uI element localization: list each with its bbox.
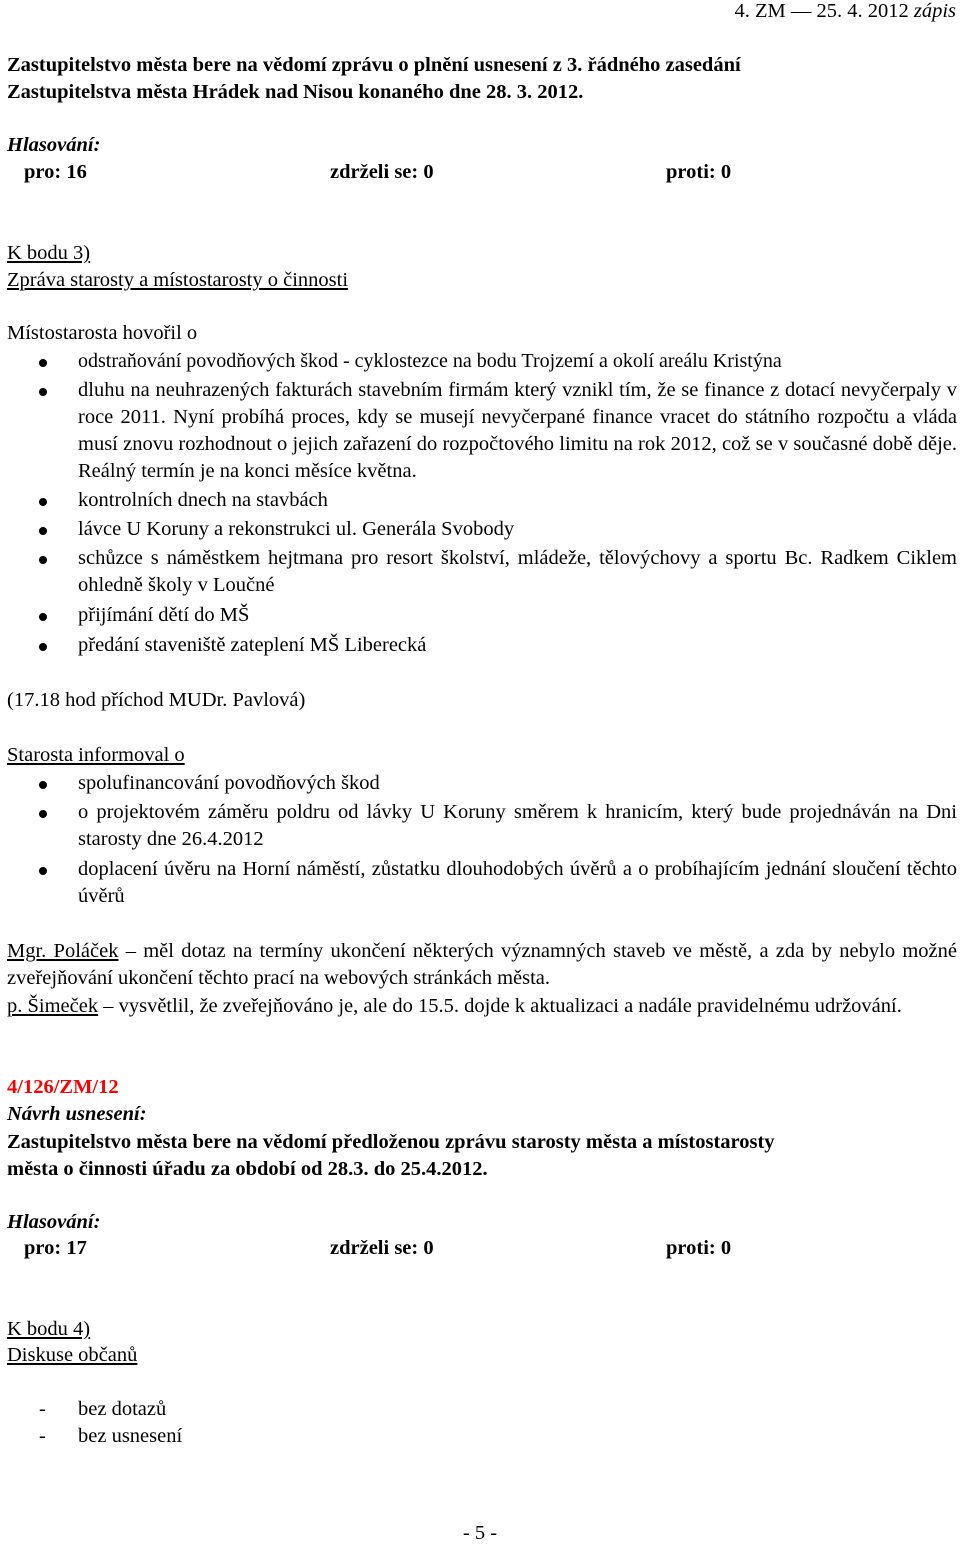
list-item: spolufinancování povodňových škod: [0, 770, 960, 797]
vote-pro-1: pro: 16: [24, 161, 87, 183]
resolution-number: 4/126/ZM/12: [7, 1076, 119, 1098]
vote-zdrzeli-1: zdrželi se: 0: [330, 161, 434, 183]
list-item: lávce U Koruny a rekonstrukci ul. Generála Svobody: [0, 516, 960, 543]
mistostarosta-list: [0, 348, 960, 659]
polacek-name: Mgr. Poláček: [7, 940, 119, 962]
starosta-intro: Starosta informoval o: [7, 744, 185, 766]
resolution-line-2: města o činnosti úřadu za období od 28.3. do 25.4.2012.: [7, 1158, 488, 1180]
page-header: 4. ZM — 25. 4. 2012 zápis: [734, 0, 956, 22]
prev-resolution-line-1: Zastupitelstvo města bere na vědomí zprávu o plnění usnesení z 3. řádného zasedání: [7, 54, 741, 76]
vote-label-2: Hlasování:: [7, 1211, 101, 1233]
list-item: odstraňování povodňových škod - cyklostezce na bodu Trojzemí a okolí areálu Kristýna: [0, 348, 960, 375]
list-item: přijímání dětí do MŠ: [0, 602, 960, 629]
prev-resolution-line-2: Zastupitelstva města Hrádek nad Nisou konaného dne 28. 3. 2012.: [7, 81, 584, 103]
resolution-line-1: Zastupitelstvo města bere na vědomí předloženou zprávu starosty města a místostarosty: [7, 1131, 775, 1153]
page-number: - 5 -: [462, 1522, 498, 1544]
list-item: kontrolních dnech na stavbách: [0, 487, 960, 514]
list-item: schůzce s náměstkem hejtmana pro resort školství, mládeže, tělovýchovy a sportu Bc. Radkem Ciklem ohledně školy v Loučné: [0, 545, 960, 599]
simecek-paragraph: p. Šimeček – vysvětlil, že zveřejňováno je, ale do 15.5. dojde k aktualizaci a nadále pravidelnému udržování.: [7, 995, 902, 1017]
simecek-name: p. Šimeček: [7, 995, 99, 1017]
starosta-list: [0, 770, 960, 910]
bod4-subtitle: Diskuse občanů: [7, 1344, 138, 1366]
mistostarosta-intro: Místostarosta hovořil o: [7, 322, 198, 344]
document-page: 4. ZM — 25. 4. 2012 zápis Zastupitelstvo města bere na vědomí zprávu o plnění usnesení z 3. řádného zasedání Zastupitelstva města Hrádek nad Nisou konaného dne 28. 3. 2012. Hlasování: pro: 16 zdrželi se: 0 proti: 0 K bodu 3) Zpráva starosty a místostarosty o činnosti Místostarosta hovořil o odstraňování povodňových škod - cyklostezce na bodu Trojzemí a okolí areálu Kristýna dluhu na neuhrazených fakturách stavebním firmám který vznikl tím, že se finance z dotací nevyčerpaly v roce 2011. Nyní probíhá proces, kdy se musejí nevyčerpané finance vracet do státního rozpočtu a vláda musí znovu rozhodnout o jejich zařazení do rozpočtového limitu na rok 2012, což se v současné době děje. Reálný termín je na konci měsíce května. kontrolních dnech na stavbách lávce U Koruny a rekonstrukci ul. Generála Svobody schůzce s náměstkem hejtmana pro resort školství, mládeže, tělovýchovy a sportu Bc. Radkem Ciklem ohledně školy v Loučné přijímání dětí do MŠ předání staveniště zateplení MŠ Liberecká (17.18 hod příchod MUDr. Pavlová) Starosta informoval o spolufinancování povodňových škod o projektovém záměru poldru od lávky U Koruny směrem k hranicím, který bude projednáván na Dni starosty dne 26.4.2012 doplacení úvěru na Horní náměstí, zůstatku dlouhodobých úvěrů a o probíhajícím jednání sloučení těchto úvěrů Mgr. Poláček – měl dotaz na termíny ukončení některých významných staveb ve městě, a zda by nebylo možné zveřejňování ukončení těchto prací na webových stránkách města. p. Šimeček – vysvětlil, že zveřejňováno je, ale do 15.5. dojde k aktualizaci a nadále pravidelnému udržování. 4/126/ZM/12 Návrh usnesení: Zastupitelstvo města bere na vědomí předloženou zprávu starosty města a místostarosty města o činnosti úřadu za období od 28.3. do 25.4.2012. Hlasování: pro: 17 zdrželi se: 0 proti: 0 K bodu 4) Diskuse občanů - bez dotazů - bez usnesení - 5 -: [0, 0, 960, 1544]
vote-pro-2: pro: 17: [24, 1237, 87, 1259]
bod3-title: K bodu 3): [7, 242, 91, 264]
arrival-note: (17.18 hod příchod MUDr. Pavlová): [7, 689, 306, 711]
header-suffix: zápis: [913, 0, 956, 22]
navrh-label: Návrh usnesení:: [7, 1103, 147, 1125]
vote-proti-2: proti: 0: [666, 1237, 732, 1259]
list-item: o projektovém záměru poldru od lávky U Koruny směrem k hranicím, který bude projednáván na Dni starosty dne 26.4.2012: [0, 799, 960, 853]
bod4-title: K bodu 4): [7, 1318, 91, 1340]
bod3-subtitle: Zpráva starosty a místostarosty o činnosti: [7, 269, 349, 291]
polacek-paragraph: Mgr. Poláček – měl dotaz na termíny ukončení některých významných staveb ve městě, a zda by nebylo možné zveřejňování ukončení těchto prací na webových stránkách města.: [7, 940, 957, 989]
list-item: dluhu na neuhrazených fakturách stavebním firmám který vznikl tím, že se finance z dotací nevyčerpaly v roce 2011. Nyní probíhá proces, kdy se musejí nevyčerpané finance vracet do státního rozpočtu a vláda musí znovu rozhodnout o jejich zařazení do rozpočtového limitu na rok 2012, což se v současné době děje. Reálný termín je na konci měsíce května.: [0, 377, 960, 485]
vote-label-1: Hlasování:: [7, 134, 101, 156]
vote-proti-1: proti: 0: [666, 161, 732, 183]
list-item: předání staveniště zateplení MŠ Liberecká: [0, 632, 960, 659]
list-item: doplacení úvěru na Horní náměstí, zůstatku dlouhodobých úvěrů a o probíhajícím jednání sloučení těchto úvěrů: [0, 856, 960, 910]
vote-zdrzeli-2: zdrželi se: 0: [330, 1237, 434, 1259]
